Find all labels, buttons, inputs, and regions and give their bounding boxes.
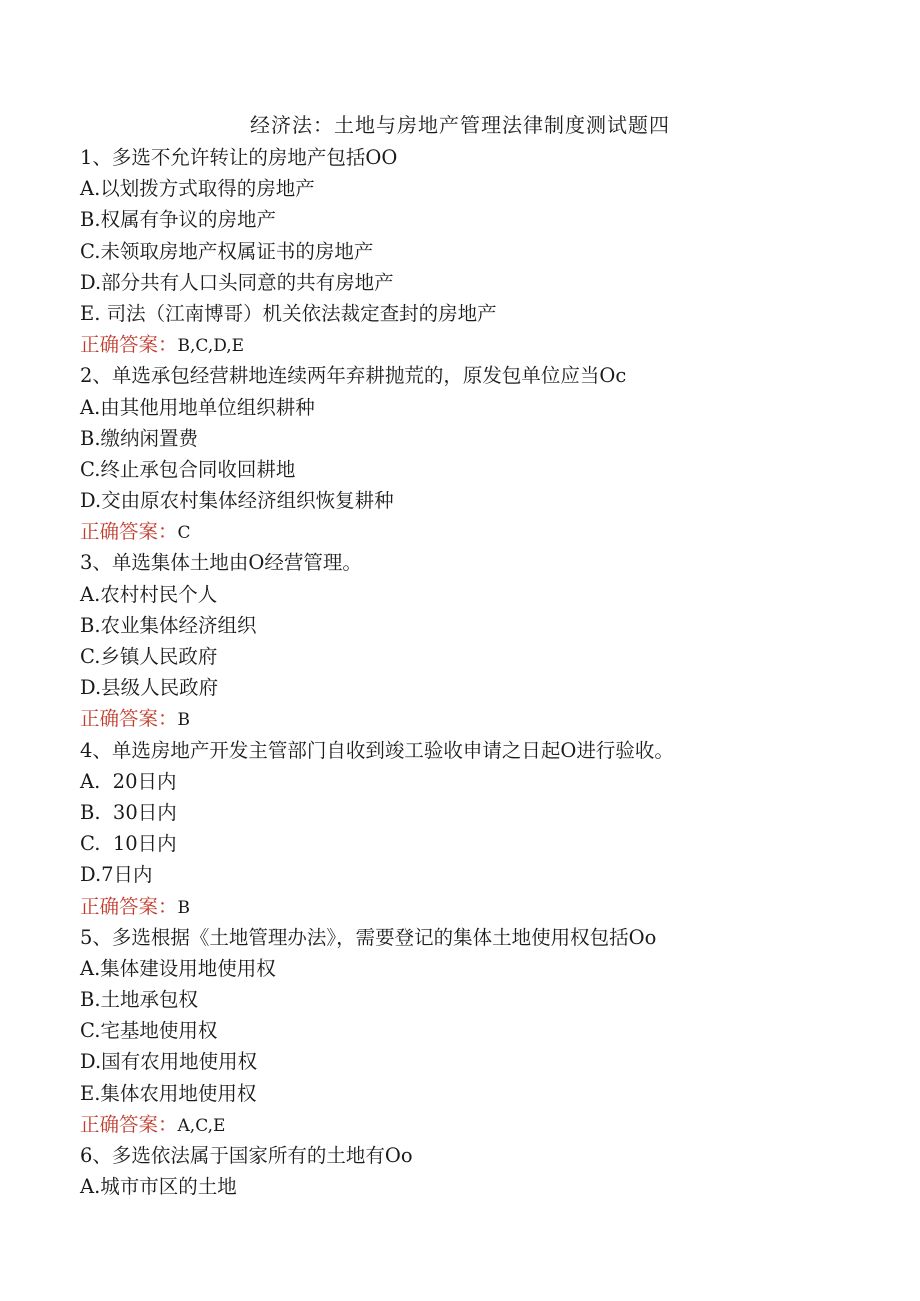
option-item: A.农村村民个人 <box>80 582 218 606</box>
answer-label: 正确答案： <box>80 1112 178 1136</box>
option-item: D.部分共有人口头同意的共有房地产 <box>80 270 394 294</box>
option-item: A. 20日内 <box>80 769 177 793</box>
answer-line <box>80 329 860 360</box>
option-item: A.集体建设用地使用权 <box>80 956 276 980</box>
option-item: C.未领取房地产权属证书的房地产 <box>80 239 374 263</box>
question-stem: 6、多选依法属于国家所有的土地有Oo <box>80 1144 413 1167</box>
option-item: C.乡镇人民政府 <box>80 645 218 668</box>
answer-label: 正确答案： <box>80 333 178 357</box>
document-title: 经济法：土地与房地产管理法律制度测试题四 <box>250 113 670 137</box>
option-item: E.集体农用地使用权 <box>80 1081 257 1105</box>
answer-value: B <box>177 710 191 731</box>
answer-line <box>80 891 860 922</box>
question-stem: 3、单选集体土地由O经营管理。 <box>80 551 362 575</box>
option-item: B. 30日内 <box>80 800 177 824</box>
option-item: A.由其他用地单位组织耕种 <box>80 395 315 419</box>
option-item: E. 司法（江南博哥）机关依法裁定查封的房地产 <box>80 301 497 325</box>
question-stem: 4、单选房地产开发主管部门自收到竣工验收申请之日起O进行验收。 <box>80 738 674 762</box>
answer-label: 正确答案： <box>80 894 178 918</box>
answer-value: A,C,E <box>177 1115 226 1136</box>
option-item: D.交由原农村集体经济组织恢复耕种 <box>80 489 394 513</box>
option-item: B.土地承包权 <box>80 988 199 1012</box>
option-item: C. 10日内 <box>80 832 177 856</box>
option-item: B.农业集体经济组织 <box>80 613 257 637</box>
option-item: D.县级人民政府 <box>80 676 219 700</box>
option-item: C.宅基地使用权 <box>80 1019 218 1043</box>
answer-label: 正确答案： <box>80 520 178 544</box>
option-item: A.以划拨方式取得的房地产 <box>80 177 315 201</box>
question-stem: 5、多选根据《土地管理办法》，需要登记的集体土地使用权包括Oo <box>80 925 657 949</box>
question-stem: 1、多选不允许转让的房地产包括OO <box>80 146 398 169</box>
answer-line <box>80 703 860 734</box>
answer-value: C <box>177 523 191 544</box>
answer-value: B <box>177 897 191 918</box>
question-stem: 2、单选承包经营耕地连续两年弃耕抛荒的，原发包单位应当Oc <box>80 364 627 388</box>
option-item: D.国有农用地使用权 <box>80 1050 258 1074</box>
option-item: C.终止承包合同收回耕地 <box>80 457 296 481</box>
option-item: B.缴纳闲置费 <box>80 426 199 450</box>
answer-line <box>80 1109 860 1140</box>
option-item: D.7日内 <box>80 863 153 887</box>
answer-line <box>80 516 860 547</box>
answer-label: 正确答案： <box>80 707 178 731</box>
option-item: A.城市市区的土地 <box>80 1175 237 1199</box>
option-item: B.权属有争议的房地产 <box>80 208 277 232</box>
answer-value: B,C,D,E <box>177 336 245 357</box>
question-list <box>80 142 860 1202</box>
